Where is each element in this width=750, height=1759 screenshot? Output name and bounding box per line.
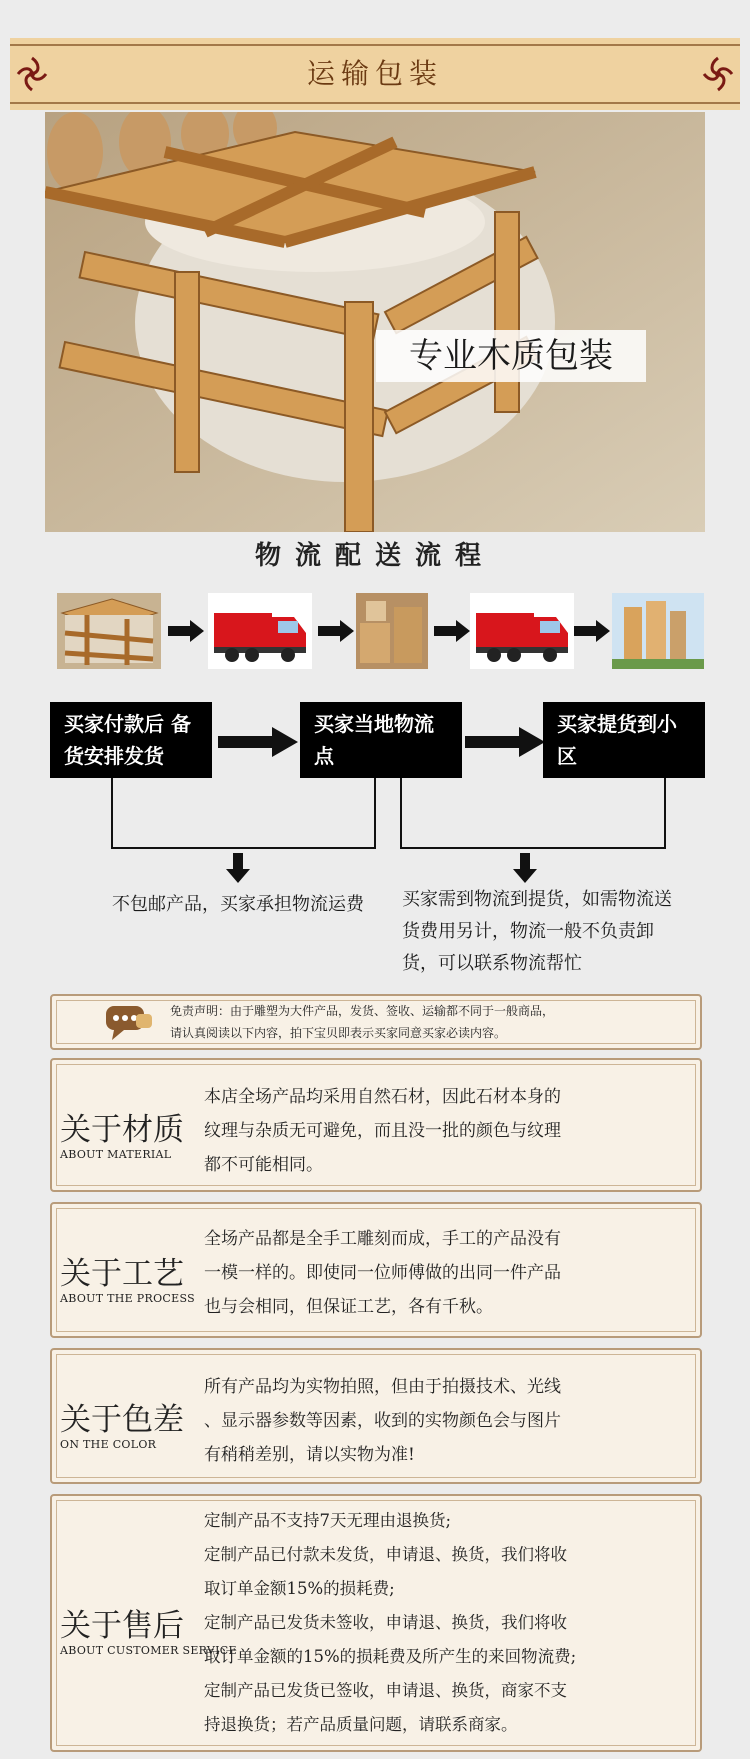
flow-connector-lines [0,775,750,885]
arrow-right-icon [574,620,610,642]
disclaimer-line-1: 免责声明：由于雕塑为大件产品，发货、签收、运输都不同于一般商品， [170,1004,555,1018]
section-process [50,1202,702,1338]
section-line: 全场产品都是全手工雕刻而成，手工的产品没有 [204,1229,561,1249]
flow-step-label: 买家当地物流 点 [314,712,434,768]
chat-bubble-icon [104,1002,154,1042]
flow-step-label: 买家提货到小 区 [557,712,677,768]
truck-thumbnail-1 [208,593,312,669]
section-line: 定制产品不支持7天无理由退换货; [204,1511,452,1530]
section-after-sales [50,1494,702,1752]
section-line: 、显示器参数等因素，收到的实物颜色会与图片 [204,1411,561,1431]
section-line: 定制产品已发货未签收，申请退、换货，我们将收 [204,1613,567,1632]
section-line: 取订单金额15%的损耗费; [204,1579,395,1598]
section-title: 关于工艺 [60,1256,184,1292]
warehouse-thumbnail [356,593,428,669]
flow-step-payment [50,702,212,778]
truck-thumbnail-2 [470,593,574,669]
logistics-title: 物流配送流程 [254,541,495,571]
arrow-right-icon [434,620,470,642]
flow-arrow-icon [218,727,298,757]
section-subtitle: ABOUT CUSTOMER SERVICE [60,1644,237,1657]
crate-thumbnail [57,593,161,669]
section-material [50,1058,702,1192]
section-body [204,1222,696,1324]
section-line: 定制产品已付款未发货，申请退、换货，我们将收 [204,1545,567,1564]
arrow-right-icon [168,620,204,642]
banner-rule-top [10,44,740,46]
wooden-crate-image [45,112,705,532]
section-line: 所有产品均为实物拍照，但由于拍摄技术、光线 [204,1377,561,1397]
disclaimer-box [50,994,702,1050]
section-title: 关于色差 [60,1402,184,1438]
packaging-photo [45,112,705,532]
section-body [204,1370,696,1472]
flow-step-label: 买家付款后 备货安排发货 [64,712,191,768]
section-line: 纹理与杂质无可避免，而且没一批的颜色与纹理 [204,1121,561,1141]
section-line: 一模一样的。即使同一位师傅做的出同一件产品 [204,1263,561,1283]
section-subtitle: ABOUT THE PROCESS [60,1292,195,1305]
flow-step-pickup [543,702,705,778]
flow-arrow-icon [465,727,545,757]
section-color [50,1348,702,1484]
packaging-label: 专业木质包装 [376,330,646,382]
section-line: 本店全场产品均采用自然石材，因此石材本身的 [204,1087,561,1107]
title-banner [10,38,740,110]
residential-area-thumbnail [612,593,704,669]
section-line: 取订单金额的15%的损耗费及所产生的来回物流费; [204,1647,577,1666]
banner-title: 运输包装 [306,57,443,90]
section-line: 有稍稍差别，请以实物为准! [204,1445,415,1465]
section-line: 都不可能相同。 [204,1155,323,1175]
section-body [204,1080,696,1182]
section-title: 关于材质 [60,1112,184,1148]
arrow-right-icon [318,620,354,642]
section-line: 定制产品已发货已签收，申请退、换货，商家不支 [204,1681,567,1700]
banner-rule-bottom [10,102,740,104]
section-subtitle: ON THE COLOR [60,1438,157,1451]
section-subtitle: ABOUT MATERIAL [60,1148,172,1161]
section-body [204,1504,696,1742]
disclaimer-line-2: 请认真阅读以下内容，拍下宝贝即表示买家同意买家必读内容。 [170,1026,507,1040]
note-shipping-fee: 不包邮产品，买家承担物流运费 [112,894,364,915]
section-title: 关于售后 [60,1608,184,1644]
section-line: 持退换货；若产品质量问题，请联系商家。 [204,1715,518,1734]
flow-step-local-logistics [300,702,462,778]
section-line: 也与会相同，但保证工艺，各有千秋。 [204,1297,493,1317]
note-pickup: 买家需到物流到提货，如需物流送货费用另计，物流一般不负责卸货，可以联系物流帮忙 [402,889,672,974]
